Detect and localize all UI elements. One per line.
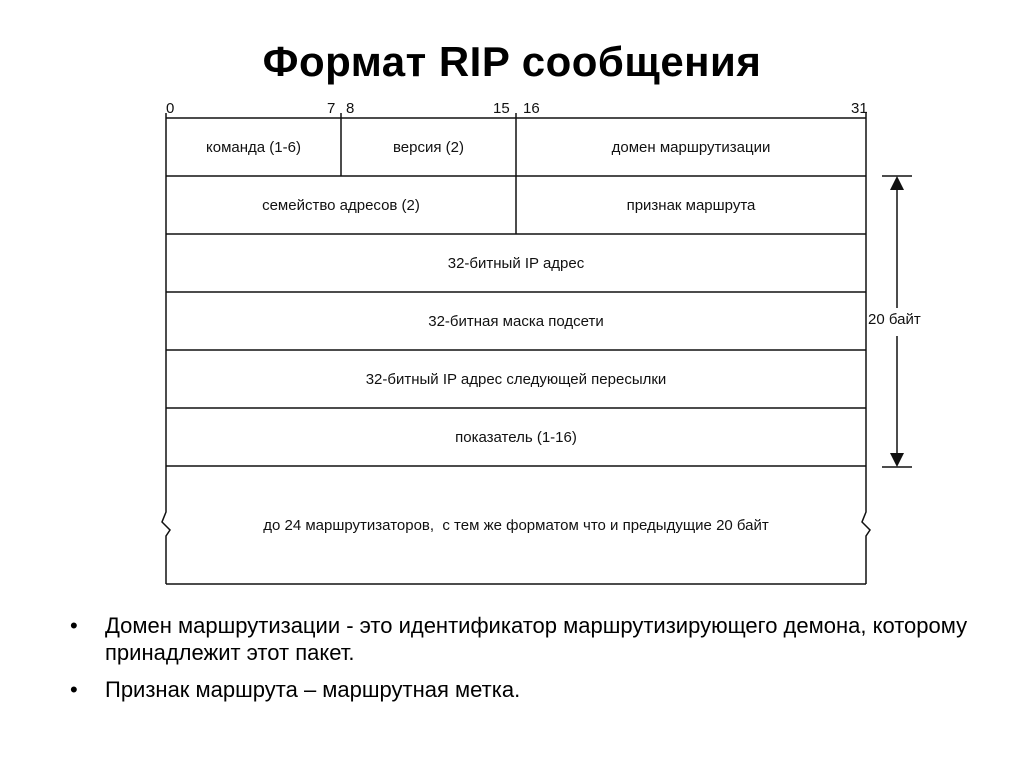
bullet-text: Признак маршрута – маршрутная метка. [105, 677, 521, 702]
field-route-tag: признак маршрута [626, 196, 756, 214]
arrow-down-icon [890, 453, 904, 467]
field-address-family: семейство адресов (2) [262, 196, 420, 214]
bullet-item [70, 676, 970, 703]
bullet-icon: • [70, 613, 78, 638]
field-next-hop: 32-битный IP адрес следующей пересылки [365, 370, 667, 388]
field-version: версия (2) [393, 138, 464, 156]
field-metric: показатель (1-16) [455, 428, 577, 446]
bullet-icon: • [70, 677, 78, 702]
field-repeat-note: до 24 маршрутизаторов, с тем же форматом что и предыдущие 20 байт [263, 516, 769, 534]
entry-size-label: 20 байт [868, 311, 921, 328]
bit-label-15: 15 [493, 100, 510, 117]
arrow-up-icon [890, 176, 904, 190]
bit-label-31: 31 [851, 100, 868, 117]
field-ip-address: 32-битный IP адрес [447, 254, 585, 272]
bit-label-7: 7 [327, 100, 336, 117]
bit-label-0: 0 [166, 100, 175, 117]
field-subnet-mask: 32-битная маска подсети [428, 312, 604, 330]
slide-title: Формат RIP сообщения [262, 38, 762, 85]
bullet-text: Домен маршрутизации - это идентификатор маршрутизирующего демона, которому принадлежит этот пакет. [105, 613, 968, 665]
bullet-item [70, 612, 970, 666]
bit-label-16: 16 [523, 100, 540, 117]
field-command: команда (1-6) [206, 138, 301, 156]
bullet-list [70, 612, 970, 713]
field-routing-domain: домен маршрутизации [611, 138, 771, 156]
bit-label-8: 8 [346, 100, 355, 117]
